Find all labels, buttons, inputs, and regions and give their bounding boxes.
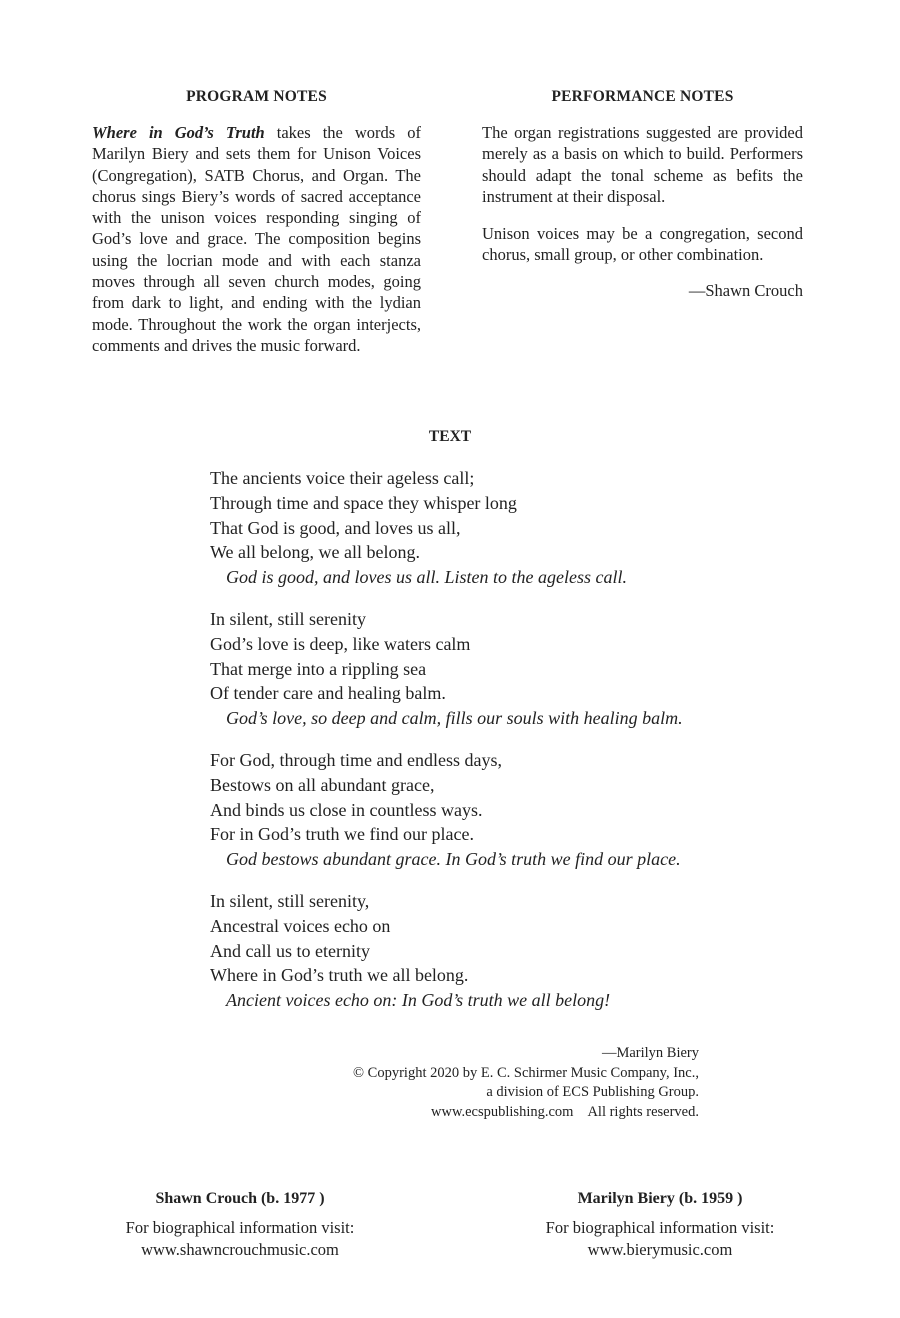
poem-refrain: God is good, and loves us all. Listen to the ageless call.	[226, 567, 627, 588]
bio-name: Marilyn Biery (b. 1959 )	[577, 1190, 743, 1207]
text-author: —Marilyn Biery	[601, 1045, 699, 1061]
poem-refrain: God’s love, so deep and calm, fills our souls with healing balm.	[226, 708, 683, 729]
publisher-website[interactable]: www.ecspublishing.com	[431, 1103, 574, 1120]
poem-line: And binds us close in countless ways.	[210, 799, 483, 820]
bio-url[interactable]: www.shawncrouchmusic.com	[141, 1239, 339, 1259]
performance-notes-para-2: Unison voices may be a congregation, second chorus, small group, or other combination.	[482, 224, 803, 265]
poem-line: We all belong, we all belong.	[210, 542, 420, 563]
copyright-line: © Copyright 2020 by E. C. Schirmer Music Company, Inc.,	[353, 1064, 699, 1081]
poem-text	[210, 466, 770, 1030]
poem-line: Bestows on all abundant grace,	[210, 774, 435, 795]
poem-line: God’s love is deep, like waters calm	[210, 633, 471, 654]
poem-refrain: Ancient voices echo on: In God’s truth we all belong!	[226, 990, 611, 1011]
website-rights-line	[280, 1103, 699, 1123]
poem-line: In silent, still serenity,	[210, 890, 370, 911]
performance-notes-heading: PERFORMANCE NOTES	[551, 88, 734, 105]
poem-line: For in God’s truth we find our place.	[210, 824, 474, 845]
poem-line: That merge into a rippling sea	[210, 658, 427, 679]
program-notes-body	[92, 122, 421, 356]
poem-line: For God, through time and endless days,	[210, 749, 502, 770]
performance-notes-section	[482, 88, 803, 301]
poem-line: That God is good, and loves us all,	[210, 517, 461, 538]
work-title: Where in God’s Truth	[92, 123, 265, 142]
division-line: a division of ECS Publishing Group.	[486, 1084, 699, 1100]
bio-url[interactable]: www.bierymusic.com	[587, 1239, 733, 1259]
bio-shawn-crouch	[75, 1190, 405, 1260]
performance-notes-signature: —Shawn Crouch	[688, 280, 803, 300]
poem-refrain: God bestows abundant grace. In God’s truth we find our place.	[226, 849, 681, 870]
program-notes-text: takes the words of Marilyn Biery and sets them for Unison Voices (Congregation), SATB Chorus, and Organ. The chorus sings Biery’s words of sacred acceptance with the unison voices responding singing of God’s love and grace. The composition begins using the locrian mode and with each stanza moves through all seven church modes, going from dark to light, and ending with the lydian mode. Throughout the work the organ interjects, comments and drives the music forward.	[92, 123, 421, 355]
text-heading: TEXT	[428, 428, 472, 445]
program-notes-heading: PROGRAM NOTES	[186, 88, 327, 105]
bio-info-line: For biographical information visit:	[125, 1218, 355, 1237]
credits-block	[280, 1044, 699, 1122]
poem-line: Ancestral voices echo on	[210, 915, 391, 936]
poem-line: And call us to eternity	[210, 940, 370, 961]
poem-line: The ancients voice their ageless call;	[210, 468, 475, 488]
performance-notes-para-1: The organ registrations suggested are provided merely as a basis on which to build. Performers should adapt the tonal scheme as befits the instrument at their disposal.	[482, 123, 803, 206]
poem-line: Of tender care and healing balm.	[210, 683, 446, 704]
poem-line: Through time and space they whisper long	[210, 492, 517, 513]
bio-info-line: For biographical information visit:	[545, 1218, 775, 1237]
bio-name: Shawn Crouch (b. 1977 )	[155, 1190, 325, 1207]
stanza-2	[210, 607, 770, 731]
program-notes-section	[92, 88, 421, 356]
poem-line: In silent, still serenity	[210, 608, 366, 629]
stanza-3	[210, 748, 770, 872]
stanza-1	[210, 466, 770, 590]
rights-text: All rights reserved.	[587, 1103, 699, 1120]
poem-line: Where in God’s truth we all belong.	[210, 965, 469, 986]
bio-marilyn-biery	[495, 1190, 825, 1260]
stanza-4	[210, 889, 770, 1013]
